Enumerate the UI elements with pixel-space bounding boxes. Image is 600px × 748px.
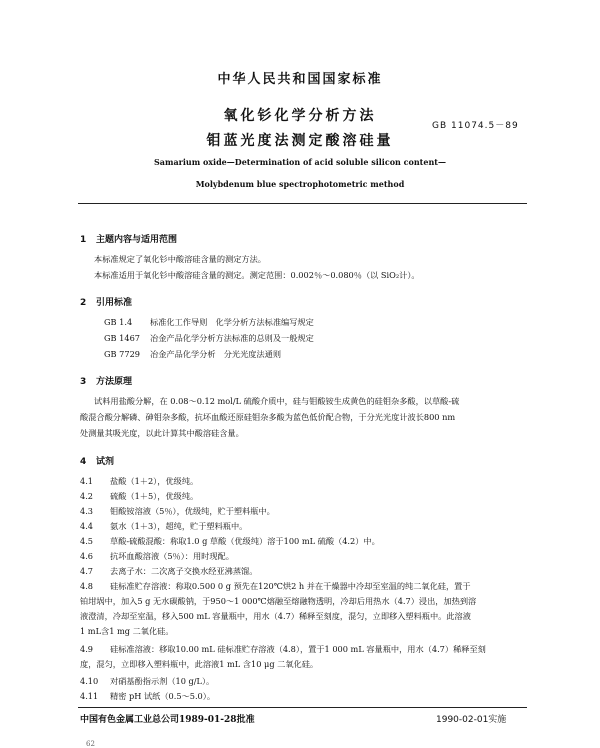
item-continuation: 铂坩埚中，加入5 g 无水碳酸钠，于950～1 000℃熔融至熔融物透明，冷却后用热水（4.7）浸出，加热到溶 (80, 596, 477, 606)
item-text: 去离子水：二次离子交换水经亚沸蒸馏。 (110, 566, 258, 576)
item-number: 4.3 (80, 506, 94, 516)
item-continuation: 液澄清，冷却至室温，移入500 mL 容量瓶中，用水（4.7）稀释至刻度，混匀，立即移入塑料瓶中。此溶液 (80, 611, 471, 621)
section-1-paragraph-2: 本标准适用于氧化钐中酸溶硅含量的测定。测定范围：0.002％～0.080％（以 SiO₂计）。 (94, 270, 420, 280)
page-number: 62 (86, 740, 95, 748)
section-title: 试剂 (96, 457, 115, 467)
item-text: 硅标准贮存溶液：称取0.500 0 g 预先在120℃烘2 h 并在干燥器中冷却至室温的纯二氧化硅，置于 (110, 581, 471, 591)
item-number: 4.5 (80, 536, 94, 546)
document-title-line2: 钼蓝光度法测定酸溶硅量 (206, 133, 394, 149)
item-number: 4.11 (80, 691, 99, 701)
section-title: 方法原理 (96, 377, 133, 387)
item-text: 硅标准溶液：移取10.00 mL 硅标准贮存溶液（4.8），置于1 000 mL 容量瓶中，用水（4.7）稀释至刻 (110, 644, 486, 654)
reference-text: 冶金产品化学分析方法标准的总则及一般规定 (150, 333, 314, 343)
reference-code: GB 7729 (104, 349, 140, 359)
reagent-item (80, 676, 214, 687)
item-number: 4.10 (80, 676, 99, 686)
item-number: 4.9 (80, 644, 94, 654)
english-title-line1: Samarium oxide—Determination of acid soluble silicon content— (154, 157, 446, 167)
bottom-divider (78, 707, 527, 708)
section-number: 3 (80, 377, 87, 387)
standard-number: GB 11074.5－89 (432, 121, 519, 131)
item-text: 抗坏血酸溶液（5％）：用时现配。 (110, 551, 234, 561)
implementation-date: 1990-02-01实施 (436, 715, 507, 725)
section-1-paragraph-1: 本标准规定了氧化钐中酸溶硅含量的测定方法。 (94, 254, 266, 264)
section-title: 主题内容与适用范围 (96, 235, 178, 245)
reagent-item (80, 644, 486, 655)
item-continuation: 度，混匀，立即移入塑料瓶中，此溶液1 mL 含10 μg 二氧化硅。 (80, 659, 319, 669)
item-text: 对硝基酚指示剂（10 g/L）。 (110, 676, 215, 686)
section-4-heading (80, 454, 114, 467)
document-title-line1: 氧化钐化学分析方法 (223, 108, 377, 124)
item-continuation: 1 mL含1 mg 二氧化硅。 (80, 626, 174, 636)
reagent-item (80, 476, 198, 487)
item-text: 硫酸（1＋5），优级纯。 (110, 491, 199, 501)
reference-text: 标准化工作导则 化学分析方法标准编写规定 (150, 317, 314, 327)
item-number: 4.1 (80, 476, 94, 486)
reagent-item (80, 581, 471, 592)
reference-text: 冶金产品化学分析 分光光度法通则 (150, 349, 282, 359)
section-number: 4 (80, 457, 87, 467)
section-2-heading (80, 295, 132, 308)
principle-line: 酸混合酸分解磷、砷钼杂多酸，抗坏血酸还原硅钼杂多酸为蓝色低价配合物，于分光光度计波长800 nm (80, 412, 456, 422)
item-text: 草酸-硫酸混酸：称取1.0 g 草酸（优级纯）溶于100 mL 硫酸（4.2）中。 (110, 536, 380, 546)
top-divider (78, 203, 527, 204)
reagent-item (80, 521, 247, 532)
item-number: 4.8 (80, 581, 94, 591)
reference-item (104, 333, 314, 344)
principle-line: 试料用盐酸分解，在 0.08～0.12 mol/L 硫酸介质中，硅与钼酸铵生成黄色的硅钼杂多酸，以草酸-硫 (94, 396, 460, 406)
principle-line: 处测量其吸光度，以此计算其中酸溶硅含量。 (80, 428, 244, 438)
reference-code: GB 1467 (104, 333, 140, 343)
national-standard-heading: 中华人民共和国国家标准 (217, 72, 383, 87)
item-number: 4.6 (80, 551, 94, 561)
reagent-item (80, 691, 215, 702)
item-text: 盐酸（1＋2），优级纯。 (110, 476, 199, 486)
section-number: 1 (80, 235, 87, 245)
item-number: 4.4 (80, 521, 94, 531)
item-number: 4.2 (80, 491, 94, 501)
reagent-item (80, 551, 234, 562)
approval-date: 中国有色金属工业总公司1989-01-28批准 (80, 715, 255, 725)
reference-item (104, 317, 314, 328)
reagent-item (80, 536, 380, 547)
section-3-heading (80, 374, 132, 387)
section-title: 引用标准 (96, 298, 133, 308)
reagent-item (80, 506, 275, 517)
item-text: 精密 pH 试纸（0.5～5.0）。 (110, 691, 216, 701)
item-number: 4.7 (80, 566, 94, 576)
reagent-item (80, 491, 198, 502)
reagent-item (80, 566, 257, 577)
reference-item (104, 349, 281, 360)
reference-code: GB 1.4 (104, 317, 133, 327)
english-title-line2: Molybdenum blue spectrophotometric method (195, 179, 405, 189)
item-text: 氨水（1＋3），超纯，贮于塑料瓶中。 (110, 521, 248, 531)
section-number: 2 (80, 298, 87, 308)
section-1-heading (80, 232, 177, 245)
item-text: 钼酸铵溶液（5％），优级纯，贮于塑料瓶中。 (110, 506, 275, 516)
